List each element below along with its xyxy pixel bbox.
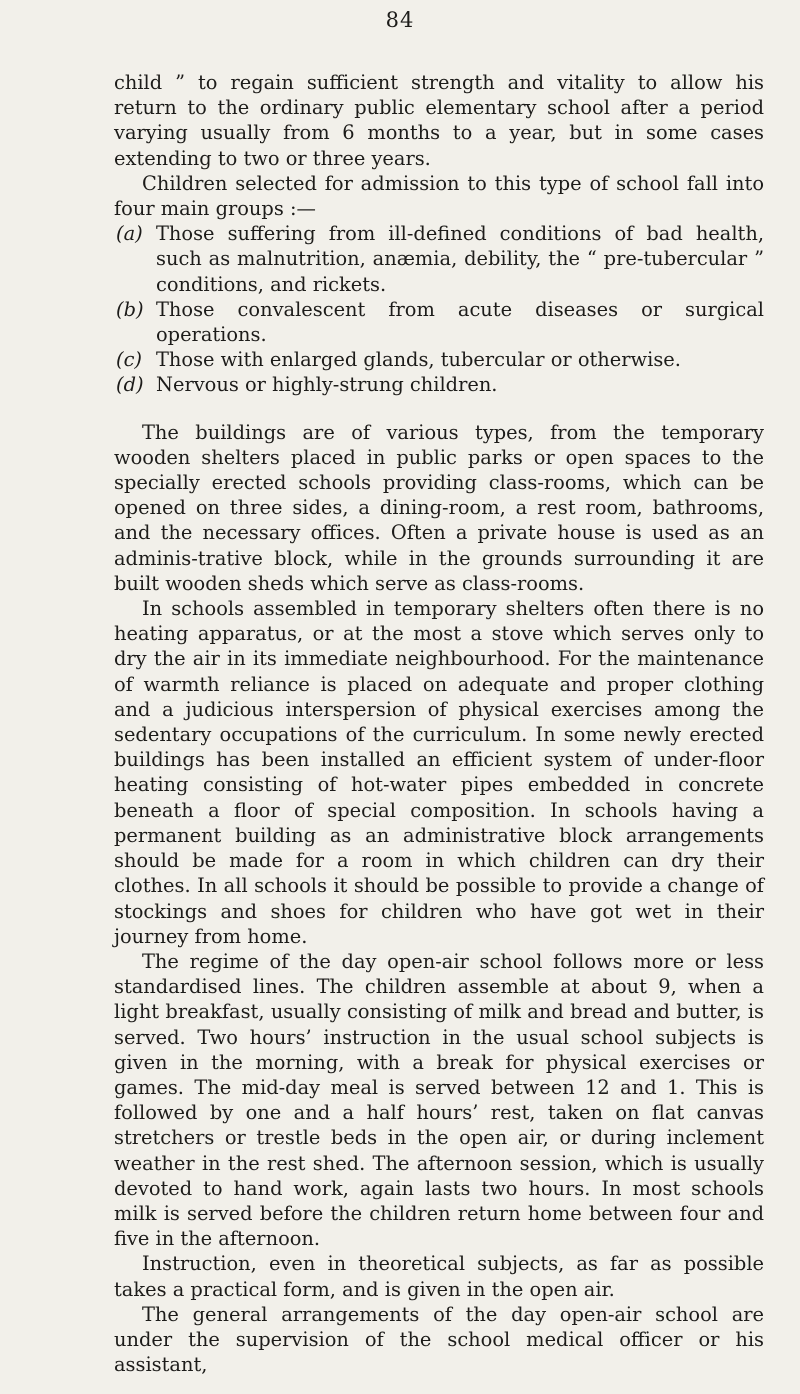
paragraph-buildings: The buildings are of various types, from the temporary wooden shelters placed in public parks or open spaces to the specially erected schools providing class-rooms, which can be opened on three sides, a dining-room, a rest room, bathrooms, and the necessary offices. Often a private house is used as an adminis-trative block, while in the grounds surrounding it are built wooden sheds which serve as class-rooms. [114,420,764,595]
list-marker: (d) [116,373,144,397]
paragraph-instruction: Instruction, even in theoretical subjects, as far as possible takes a practical form, and is given in the open air. [114,1252,764,1301]
paragraph-heating: In schools assembled in temporary shelters often there is no heating apparatus, or at the most a stove which serves only to dry the air in its immediate neighbourhood. For the maintenance of warmth reliance is placed on adequate and proper clothing and a judicious interspersion of physical exercises among the sedentary occupations of the curriculum. In some newly erected buildings has been installed an efficient system of under-floor heating consisting of hot-water pipes embedded in concrete beneath a floor of special composition. In schools having a permanent building as an administrative block arrangements should be made for a room in which children can dry their clothes. In all schools it should be possible to provide a change of stockings and shoes for children who have got wet in their journey from home. [114,597,764,948]
list-marker: (b) [116,297,144,321]
page-body [114,70,764,1377]
list-item [114,347,764,372]
list-item-text: Nervous or highly-strung children. [156,373,498,397]
paragraph-continuation: child ” to regain sufficient strength and vitality to allow his return to the ordinary public elementary school after a period varying usually from 6 months to a year, but in some cases extending to two or three years. [114,71,764,170]
list-marker: (a) [116,222,143,246]
list-item-text: Those suffering from ill-defined conditions of bad health, such as malnutrition, anæmia, debility, the “ pre-tubercular ” conditions, and rickets. [156,222,764,296]
list-item-text: Those convalescent from acute diseases or surgical operations. [156,297,764,347]
list-item-text: Those with enlarged glands, tubercular or otherwise. [156,348,681,372]
admission-groups-list [114,221,764,397]
list-item [114,372,764,397]
list-item [114,297,764,347]
list-item [114,221,764,297]
paragraph-supervision: The general arrangements of the day open-air school are under the supervision of the school medical officer or his assistant, [114,1302,764,1377]
paragraph-groups-intro: Children selected for admission to this type of school fall into four main groups :— [114,171,764,221]
page-number: 84 [385,8,415,32]
list-marker: (c) [116,348,142,372]
paragraph-daily-regime: The regime of the day open-air school follows more or less standardised lines. The children assemble at about 9, when a light breakfast, usually consisting of milk and bread and butter, is served. Two hours’ instruction in the usual school subjects is given in the morning, with a break for physical exercises or games. The mid-day meal is served between 12 and 1. This is followed by one and a half hours’ rest, taken on flat canvas stretchers or trestle beds in the open air, or during inclement weather in the rest shed. The afternoon session, which is usually devoted to hand work, again lasts two hours. In most schools milk is served before the children return home between four and five in the afternoon. [114,949,764,1251]
